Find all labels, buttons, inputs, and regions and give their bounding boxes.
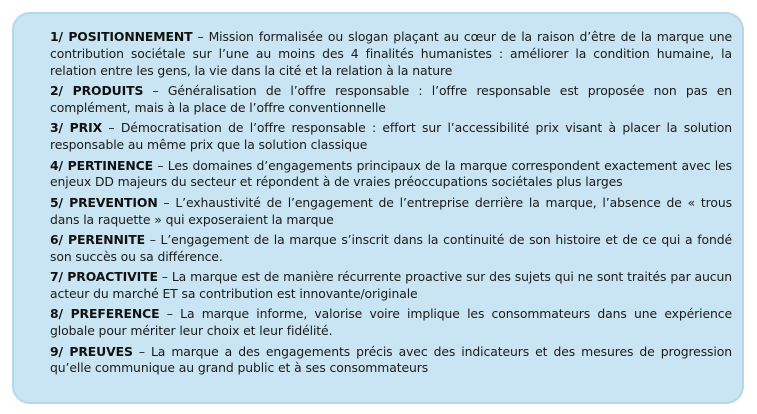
criterion-title: 4/ PERTINENCE (50, 157, 153, 173)
criterion-description: – L’engagement de la marque s’inscrit dans la continuité de son histoire et de ce qui a fondé son succès ou sa différence. (50, 231, 732, 264)
criterion-description: – La marque est de manière récurrente proactive sur des sujets qui ne sont traités par aucun acteur du marché ET sa contribution est innovante/originale (50, 269, 732, 302)
criterion-item (50, 344, 732, 378)
criterion-description: – Mission formalisée ou slogan plaçant au cœur de la raison d’être de la marque une contribution sociétale sur l’une au moins des 4 finalités humanistes : améliorer la condition humaine, la relation entre les gens, la vie dans la cité et la relation à la nature (50, 29, 733, 78)
criteria-panel (12, 12, 744, 404)
criterion-title: 1/ POSITIONNEMENT (50, 29, 193, 44)
criterion-item (50, 83, 732, 117)
criterion-item (50, 195, 732, 229)
criterion-title: 5/ PREVENTION (50, 194, 158, 210)
criterion-description: – La marque informe, valorise voire implique les consommateurs dans une expérience globale pour mériter leur choix et leur fidélité. (50, 306, 732, 339)
criterion-item (50, 29, 732, 80)
criterion-title: 9/ PREUVES (50, 343, 133, 359)
criterion-item (50, 306, 732, 340)
criterion-description: – Généralisation de l’offre responsable : l’offre responsable est proposée non pas en complément, mais à la place de l’offre conventionnelle (50, 83, 732, 116)
criterion-title: 6/ PERENNITE (50, 231, 145, 247)
criterion-item (50, 232, 732, 266)
criterion-title: 7/ PROACTIVITE (50, 269, 158, 285)
criterion-description: – Démocratisation de l’offre responsable : effort sur l’accessibilité prix visant à placer la solution responsable au même prix que la solution classique (50, 120, 732, 153)
criterion-description: – La marque a des engagements précis avec des indicateurs et des mesures de progression qu’elle communique au grand public et à ses consommateurs (50, 343, 732, 376)
criterion-title: 8/ PREFERENCE (50, 306, 160, 322)
criterion-description: – Les domaines d’engagements principaux de la marque correspondent exactement avec les enjeux DD majeurs du secteur et répondent à de vraies préoccupations sociétales plus larges (50, 157, 732, 190)
criterion-title: 3/ PRIX (50, 120, 103, 136)
criterion-description: – L’exhaustivité de l’engagement de l’entreprise derrière la marque, l’absence de « trous dans la raquette » qui exposeraient la marque (50, 194, 732, 227)
criterion-item (50, 158, 732, 192)
criterion-title: 2/ PRODUITS (50, 83, 144, 99)
criterion-item (50, 269, 732, 303)
criterion-item (50, 120, 732, 154)
